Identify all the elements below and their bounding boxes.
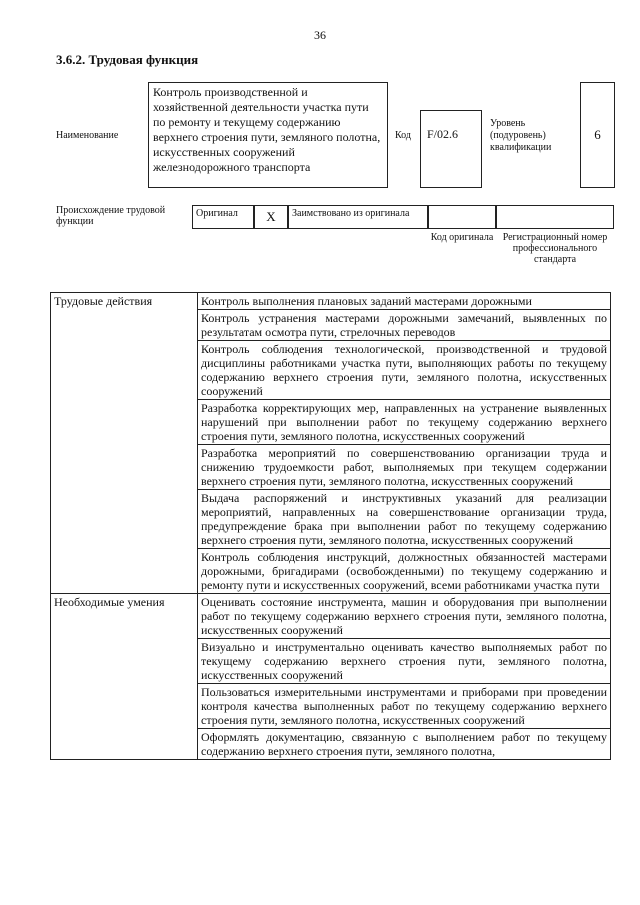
registration-number-caption: Регистрационный номер профессионального стандарта — [502, 232, 608, 265]
original-label: Оригинал — [192, 205, 254, 229]
original-code-cell — [428, 205, 496, 229]
labor-action: Разработка корректирующих мер, направленных на устранение выявленных нарушений при выполнении работ по текущему содержанию верхнего строения пути, земляного полотна, искусственных сооружений — [198, 400, 611, 445]
labor-action: Контроль выполнения плановых заданий мастерами дорожными — [198, 293, 611, 310]
labor-function-table — [50, 292, 611, 760]
origin-label: Происхождение трудовой функции — [56, 205, 166, 227]
name-label: Наименование — [56, 130, 119, 141]
original-mark: X — [254, 205, 288, 229]
skill: Оформлять документацию, связанную с выполнением работ по текущему содержанию верхнего строения пути, земляного полотна, — [198, 729, 611, 760]
page-number: 36 — [314, 28, 326, 42]
original-code-caption: Код оригинала — [430, 232, 494, 243]
labor-action: Контроль устранения мастерами дорожными замечаний, выявленных по результатам осмотра пути, стрелочных переводов — [198, 310, 611, 341]
labor-actions-label: Трудовые действия — [51, 293, 198, 594]
labor-action: Контроль соблюдения инструкций, должностных обязанностей мастерами дорожными, бригадирами (освобожденными) по текущему содержанию и ремонту пути и искусственных сооружений, всеми работниками участка пути — [198, 549, 611, 594]
labor-action: Разработка мероприятий по совершенствованию организации труда и снижению трудоемкости работ, выполняемых при текущем содержании верхнего строения пути, земляного полотна, искусственных сооружений — [198, 445, 611, 490]
registration-number-cell — [496, 205, 614, 229]
qualification-level: 6 — [580, 82, 615, 188]
function-name: Контроль производственной и хозяйственной деятельности участка пути по ремонту и текущему содержанию верхнего строения пути, земляного полотна, искусственных сооружений железнодорожного транспорта — [148, 82, 388, 188]
function-code: F/02.6 — [420, 110, 482, 188]
section-title: 3.6.2. Трудовая функция — [56, 52, 199, 67]
labor-action: Контроль соблюдения технологической, производственной и трудовой дисциплины работниками участка пути, выполняющих работы по текущему содержанию верхнего строения пути, земляного полотна, искусственных сооружений — [198, 341, 611, 400]
skills-label: Необходимые умения — [51, 594, 198, 760]
table-row — [51, 293, 611, 310]
table-row — [51, 594, 611, 639]
skill: Пользоваться измерительными инструментами и приборами при проведении контроля качества выполненных работ по текущему содержанию верхнего строения пути, земляного полотна, искусственных сооружений — [198, 684, 611, 729]
borrowed-label: Заимствовано из оригинала — [288, 205, 428, 229]
skill: Оценивать состояние инструмента, машин и оборудования при выполнении работ по текущему содержанию верхнего строения пути, земляного полотна, искусственных сооружений — [198, 594, 611, 639]
level-label: Уровень (подуровень) квалификации — [490, 118, 552, 153]
code-label: Код — [395, 130, 411, 141]
labor-action: Выдача распоряжений и инструктивных указаний для реализации мероприятий, направленных на совершенствование организации труда, предупреждение брака при выполнении работ по текущему содержанию верхнего строения пути, земляного полотна, искусственных сооружений — [198, 490, 611, 549]
skill: Визуально и инструментально оценивать качество выполняемых работ по текущему содержанию верхнего строения пути, земляного полотна, искусственных сооружений — [198, 639, 611, 684]
